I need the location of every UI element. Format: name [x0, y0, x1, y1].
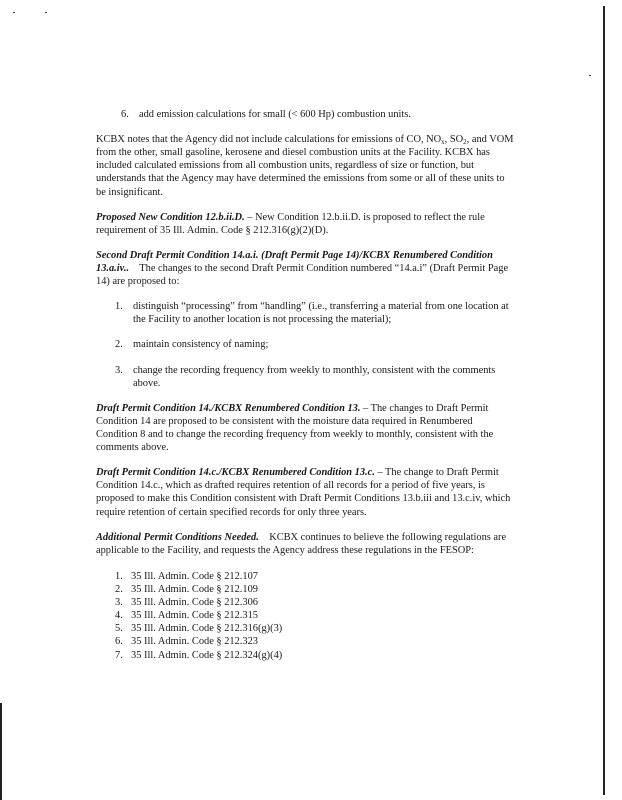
list-text: maintain consistency of naming; [133, 339, 269, 351]
regulation-item [96, 622, 514, 635]
second-draft-condition-paragraph [96, 249, 514, 288]
change-list [96, 300, 514, 390]
page-edge-right [603, 6, 605, 795]
regulation-text: 35 Ill. Admin. Code § 212.306 [131, 597, 258, 609]
list-item-6 [121, 108, 514, 121]
list-number: 5. [115, 623, 123, 635]
additional-conditions-paragraph [96, 531, 514, 557]
list-text: add emission calculations for small (< 600 Hp) combustion units. [139, 109, 411, 120]
regulation-item [96, 583, 514, 596]
regulation-text: 35 Ill. Admin. Code § 212.315 [131, 610, 258, 622]
list-item [96, 364, 514, 390]
list-text: distinguish “processing” from “handling” (i.e., transferring a material from one location at the Facility to another location is not processing the material); [133, 301, 509, 326]
section-heading: Additional Permit Conditions Needed. [96, 531, 259, 543]
section-heading: Draft Permit Condition 14.c./KCBX Renumbered Condition 13.c. [96, 467, 375, 479]
scan-mark [13, 12, 15, 13]
section-text: – The changes to Draft Permit Condition 14 are proposed to be consistent with the moisture data required in Renumbered Condition 8 and to change the recording frequency from weekly to monthly, consistent with the comments above. [96, 402, 494, 454]
regulation-text: 35 Ill. Admin. Code § 212.316(g)(3) [131, 623, 283, 635]
list-item [96, 338, 514, 351]
section-heading: Proposed New Condition 12.b.ii.D. [96, 211, 245, 223]
kcbx-notes-text: KCBX notes that the Agency did not include calculations for emissions of CO, NO [96, 134, 442, 146]
regulation-item [96, 570, 514, 583]
regulation-list [96, 570, 514, 662]
list-number: 6. [121, 109, 129, 120]
regulation-text: 35 Ill. Admin. Code § 212.109 [131, 583, 258, 595]
kcbx-notes-text: , and VOM from the other, small gasoline, kerosene and diesel combustion units at the Facility. KCBX has included calculated emissions from all combustion units, regardless of size or function, but understands that the Agency may have determined the emissions from some or all of these units to be insignificant. [96, 134, 514, 198]
list-number: 4. [115, 610, 123, 622]
kcbx-notes-text: , SO [444, 134, 464, 146]
list-number: 3. [115, 364, 123, 376]
list-number: 7. [115, 649, 123, 661]
draft-condition-14-paragraph [96, 402, 514, 454]
subscript-2: 2 [463, 138, 467, 147]
section-heading: Draft Permit Condition 14./KCBX Renumbered Condition 13. [96, 402, 361, 414]
regulation-item [96, 609, 514, 622]
section-text: – New Condition 12.b.ii.D. is proposed to reflect the rule requirement of 35 Ill. Admin. Code § 212.316(g)(2)(D). [96, 211, 485, 236]
section-text: The changes to the second Draft Permit Condition numbered “14.a.i” (Draft Permit Page 14) are proposed to: [96, 262, 511, 288]
list-number: 1. [115, 301, 123, 313]
list-number: 2. [115, 339, 123, 351]
list-number: 1. [115, 570, 123, 582]
list-number: 2. [115, 583, 123, 595]
subscript-x: x [441, 138, 445, 147]
section-heading: Second Draft Permit Condition 14.a.i. (Draft Permit Page 14)/KCBX Renumbered Condition 13.a.iv.. [96, 249, 496, 274]
scan-mark [45, 12, 47, 13]
page-edge-left [0, 703, 2, 800]
document-body [96, 108, 514, 662]
regulation-text: 35 Ill. Admin. Code § 212.323 [131, 636, 258, 648]
list-item [96, 300, 514, 326]
proposed-new-condition-paragraph [96, 211, 514, 237]
regulation-text: 35 Ill. Admin. Code § 212.107 [131, 570, 258, 582]
draft-condition-14c-paragraph [96, 466, 514, 518]
kcbx-notes-paragraph [96, 133, 514, 199]
regulation-item [96, 635, 514, 648]
section-text: KCBX continues to believe the following regulations are applicable to the Facility, and requests the Agency address these regulations in the FESOP: [96, 531, 509, 556]
section-text: – The change to Draft Permit Condition 14.c., which as drafted requires retention of all records for a period of five years, is proposed to make this Condition consistent with Draft Permit Conditions 13.b.iii and 13.c.iv, which require retention of certain specified records for only three years. [96, 467, 511, 518]
list-number: 3. [115, 597, 123, 609]
scan-mark [589, 75, 591, 76]
list-text: change the recording frequency from weekly to monthly, consistent with the comments above. [133, 364, 496, 389]
list-number: 6. [115, 636, 123, 648]
regulation-item [96, 649, 514, 662]
regulation-text: 35 Ill. Admin. Code § 212.324(g)(4) [131, 649, 283, 661]
regulation-item [96, 596, 514, 609]
